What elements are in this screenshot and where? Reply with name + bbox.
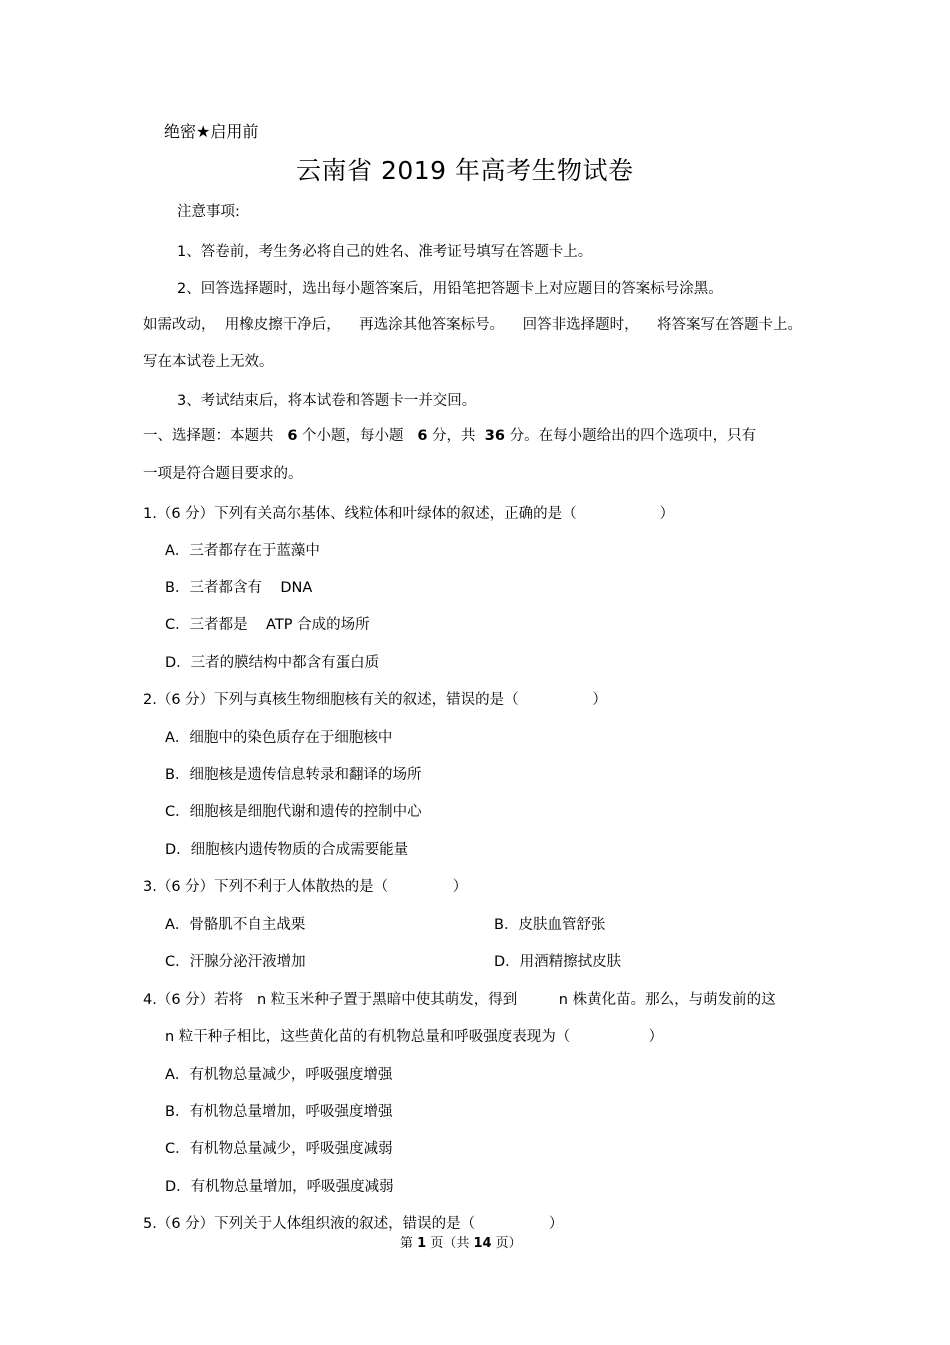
question-4-option-c: C．有机物总量减少，呼吸强度减弱 (165, 1141, 393, 1157)
notice-item-3: 3、考试结束后，将本试卷和答题卡一并交回。 (177, 393, 477, 409)
question-4-stem-line-2: n 粒干种子相比，这些黄化苗的有机物总量和呼吸强度表现为（ ） (165, 1029, 664, 1045)
footer-page-number: 1 (417, 1236, 427, 1251)
section-num-questions: 6 (287, 428, 298, 444)
question-4-option-b: B．有机物总量增加，呼吸强度增强 (165, 1104, 393, 1120)
question-3-option-d: D．用酒精擦拭皮肤 (494, 954, 622, 970)
question-3-option-c: C．汗腺分泌汗液增加 (165, 954, 306, 970)
question-3-option-a: A．骨骼肌不自主战栗 (165, 917, 306, 933)
question-2-option-c: C．细胞核是细胞代谢和遗传的控制中心 (165, 804, 422, 820)
section-intro-text-c: 分，共 (427, 428, 485, 444)
section-points-each: 6 (417, 428, 428, 444)
question-3-stem: 3.（6 分）下列不利于人体散热的是（ ） (143, 879, 468, 895)
question-1-option-b: B．三者都含有 DNA (165, 580, 313, 596)
question-3-option-b: B．皮肤血管舒张 (494, 917, 606, 933)
section-intro-line-2: 一项是符合题目要求的。 (143, 466, 303, 482)
section-intro-text-a: 一、选择题：本题共 (143, 428, 288, 444)
notice-heading: 注意事项: (177, 204, 240, 220)
question-1-stem: 1.（6 分）下列有关高尔基体、线粒体和叶绿体的叙述，正确的是（ ） (143, 506, 675, 522)
page-footer (400, 1232, 522, 1251)
notice-item-2-line-1: 2、回答选择题时，选出每小题答案后，用铅笔把答题卡上对应题目的答案标号涂黑。 (177, 281, 723, 297)
question-1-option-d: D．三者的膜结构中都含有蛋白质 (165, 655, 380, 671)
question-4-option-d: D．有机物总量增加，呼吸强度减弱 (165, 1179, 394, 1195)
section-intro-text-d: 分。在每小题给出的四个选项中，只有 (504, 428, 757, 444)
question-1-option-c: C．三者都是 ATP 合成的场所 (165, 617, 370, 633)
footer-text-c: 页） (491, 1236, 522, 1251)
footer-total-pages: 14 (473, 1236, 492, 1251)
notice-item-2-line-3: 写在本试卷上无效。 (143, 354, 274, 370)
question-1-option-a: A．三者都存在于蓝藻中 (165, 543, 320, 559)
notice-item-2-line-2: 如需改动， 用橡皮擦干净后， 再选涂其他答案标号。 回答非选择题时， 将答案写在答题卡上。 (143, 317, 803, 333)
footer-text-a: 第 (400, 1236, 418, 1251)
question-4-stem-line-1: 4.（6 分）若将 n 粒玉米种子置于黑暗中使其萌发，得到 n 株黄化苗。那么，与萌发前的这 (143, 992, 776, 1008)
section-intro-line-1 (143, 424, 756, 445)
page-title: 云南省 2019 年高考生物试卷 (296, 156, 634, 185)
question-2-option-d: D．细胞核内遗传物质的合成需要能量 (165, 842, 409, 858)
question-2-stem: 2.（6 分）下列与真核生物细胞核有关的叙述，错误的是（ ） (143, 692, 607, 708)
question-4-option-a: A．有机物总量减少，呼吸强度增强 (165, 1067, 393, 1083)
question-2-option-a: A．细胞中的染色质存在于细胞核中 (165, 730, 393, 746)
section-total-points: 36 (484, 428, 505, 444)
question-2-option-b: B．细胞核是遗传信息转录和翻译的场所 (165, 767, 422, 783)
section-intro-text-b: 个小题，每小题 (297, 428, 418, 444)
confidential-label: 绝密★启用前 (164, 122, 259, 141)
question-5-stem: 5.（6 分）下列关于人体组织液的叙述，错误的是（ ） (143, 1216, 564, 1232)
notice-item-1: 1、答卷前，考生务必将自己的姓名、准考证号填写在答题卡上。 (177, 244, 593, 260)
footer-text-b: 页（共 (426, 1236, 474, 1251)
